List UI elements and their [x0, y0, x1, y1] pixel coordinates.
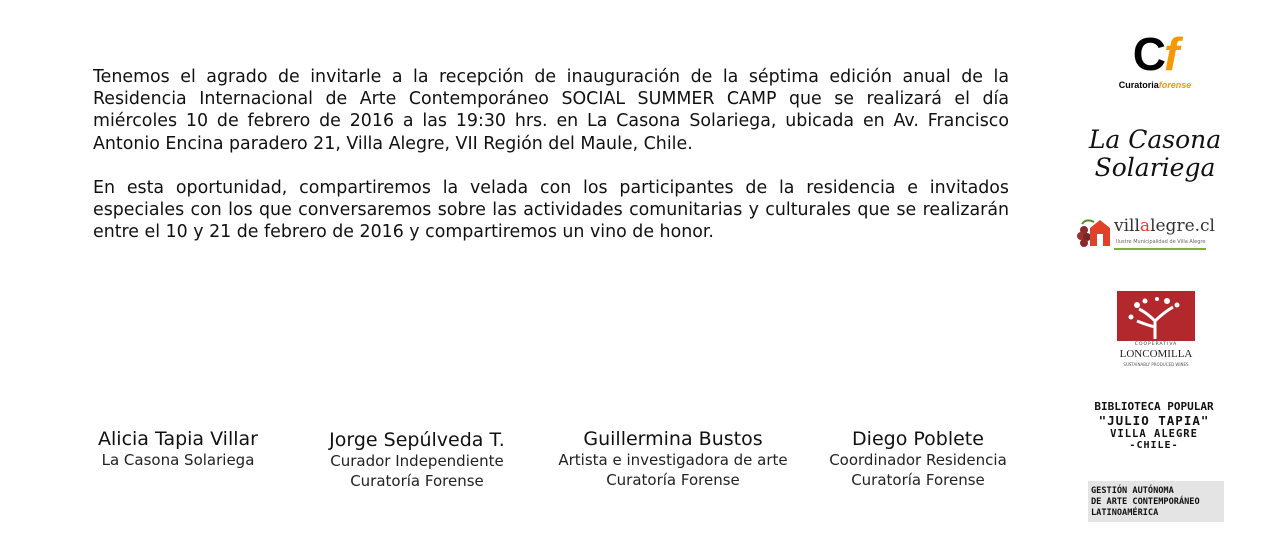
gestion-line-3: LATINOAMÉRICA	[1091, 508, 1159, 518]
villa-text-post: legre.cl	[1150, 216, 1215, 236]
signature-block	[73, 428, 283, 470]
signature-org: Curatoría Forense	[851, 471, 985, 489]
signature-name: Guillermina Bustos	[583, 428, 763, 450]
la-casona-logo	[1086, 126, 1224, 182]
loncomilla-name: LONCOMILLA	[1119, 348, 1193, 360]
biblio-line-2: "JULIO TAPIA"	[1098, 413, 1210, 428]
signature-role: La Casona Solariega	[101, 451, 255, 469]
biblioteca-popular-logo	[1084, 400, 1224, 451]
signature-name: Alicia Tapia Villar	[98, 428, 258, 450]
signature-role: Coordinador Residencia	[829, 451, 1007, 469]
villa-alegre-text	[1114, 216, 1215, 236]
villa-subtitle: Ilustre Municipalidad de Villa Alegre	[1116, 239, 1206, 245]
signature-name: Diego Poblete	[852, 428, 984, 450]
villa-underline	[1114, 248, 1206, 250]
signature-block	[813, 428, 1023, 490]
villa-text-accent: a	[1139, 216, 1151, 236]
curatoria-forense-logo	[1113, 30, 1197, 96]
signature-org: Curatoría Forense	[606, 471, 740, 489]
vine-tree-icon	[1117, 291, 1195, 341]
cf-c-letter: C	[1132, 28, 1164, 80]
invitation-paragraph-1: Tenemos el agrado de invitarle a la recepción de inauguración de la séptima edición anual de la Residencia Internacional de Arte Contemporáneo SOCIAL SUMMER CAMP que se realizará el día miércoles 10 de febrero de 2016 a las 19:30 hrs. en La Casona Solariega, ubicada en Av. Francisco Antonio Encina paradero 21, Villa Alegre, VII Región del Maule, Chile.	[93, 67, 1009, 154]
grapes-house-icon	[1076, 216, 1112, 250]
signature-org: Curatoría Forense	[350, 472, 484, 490]
invitation-text	[93, 66, 1009, 265]
casona-line-1: La Casona	[1088, 125, 1222, 154]
villa-text-pre: vill	[1114, 216, 1140, 236]
biblio-line-1: BIBLIOTECA POPULAR	[1094, 400, 1214, 413]
loncomilla-emblem	[1117, 291, 1195, 341]
signature-block	[543, 428, 803, 490]
villa-alegre-logo	[1076, 215, 1215, 253]
cf-f-letter: f	[1163, 28, 1178, 80]
gestion-autonoma-logo	[1088, 481, 1224, 522]
loncomilla-tagline: SUSTAINABLY PRODUCED WINES	[1123, 362, 1189, 367]
loncomilla-coop: COOPERATIVA	[1134, 342, 1178, 347]
signature-name: Jorge Sepúlveda T.	[329, 429, 505, 451]
signature-role: Artista e investigadora de arte	[558, 451, 788, 469]
biblio-line-3: VILLA ALEGRE	[1110, 428, 1198, 440]
cf-text-b: forense	[1158, 80, 1192, 90]
casona-line-2: Solariega	[1094, 153, 1216, 182]
signature-role: Curador Independiente	[330, 452, 504, 470]
gestion-line-1: GESTIÓN AUTÓNOMA	[1091, 486, 1174, 496]
signature-block	[307, 429, 527, 491]
invitation-paragraph-2: En esta oportunidad, compartiremos la velada con los participantes de la residencia e invitados especiales con los que conversaremos sobre las actividades comunitarias y culturales que se realizarán entre el 10 y 21 de febrero de 2016 y compartiremos un vino de honor.	[93, 177, 1009, 243]
biblio-line-4: -CHILE-	[1129, 440, 1179, 451]
gestion-line-2: DE ARTE CONTEMPORÁNEO	[1091, 497, 1200, 507]
cf-text-a: Curatoria	[1118, 80, 1159, 90]
loncomilla-logo	[1117, 291, 1197, 371]
